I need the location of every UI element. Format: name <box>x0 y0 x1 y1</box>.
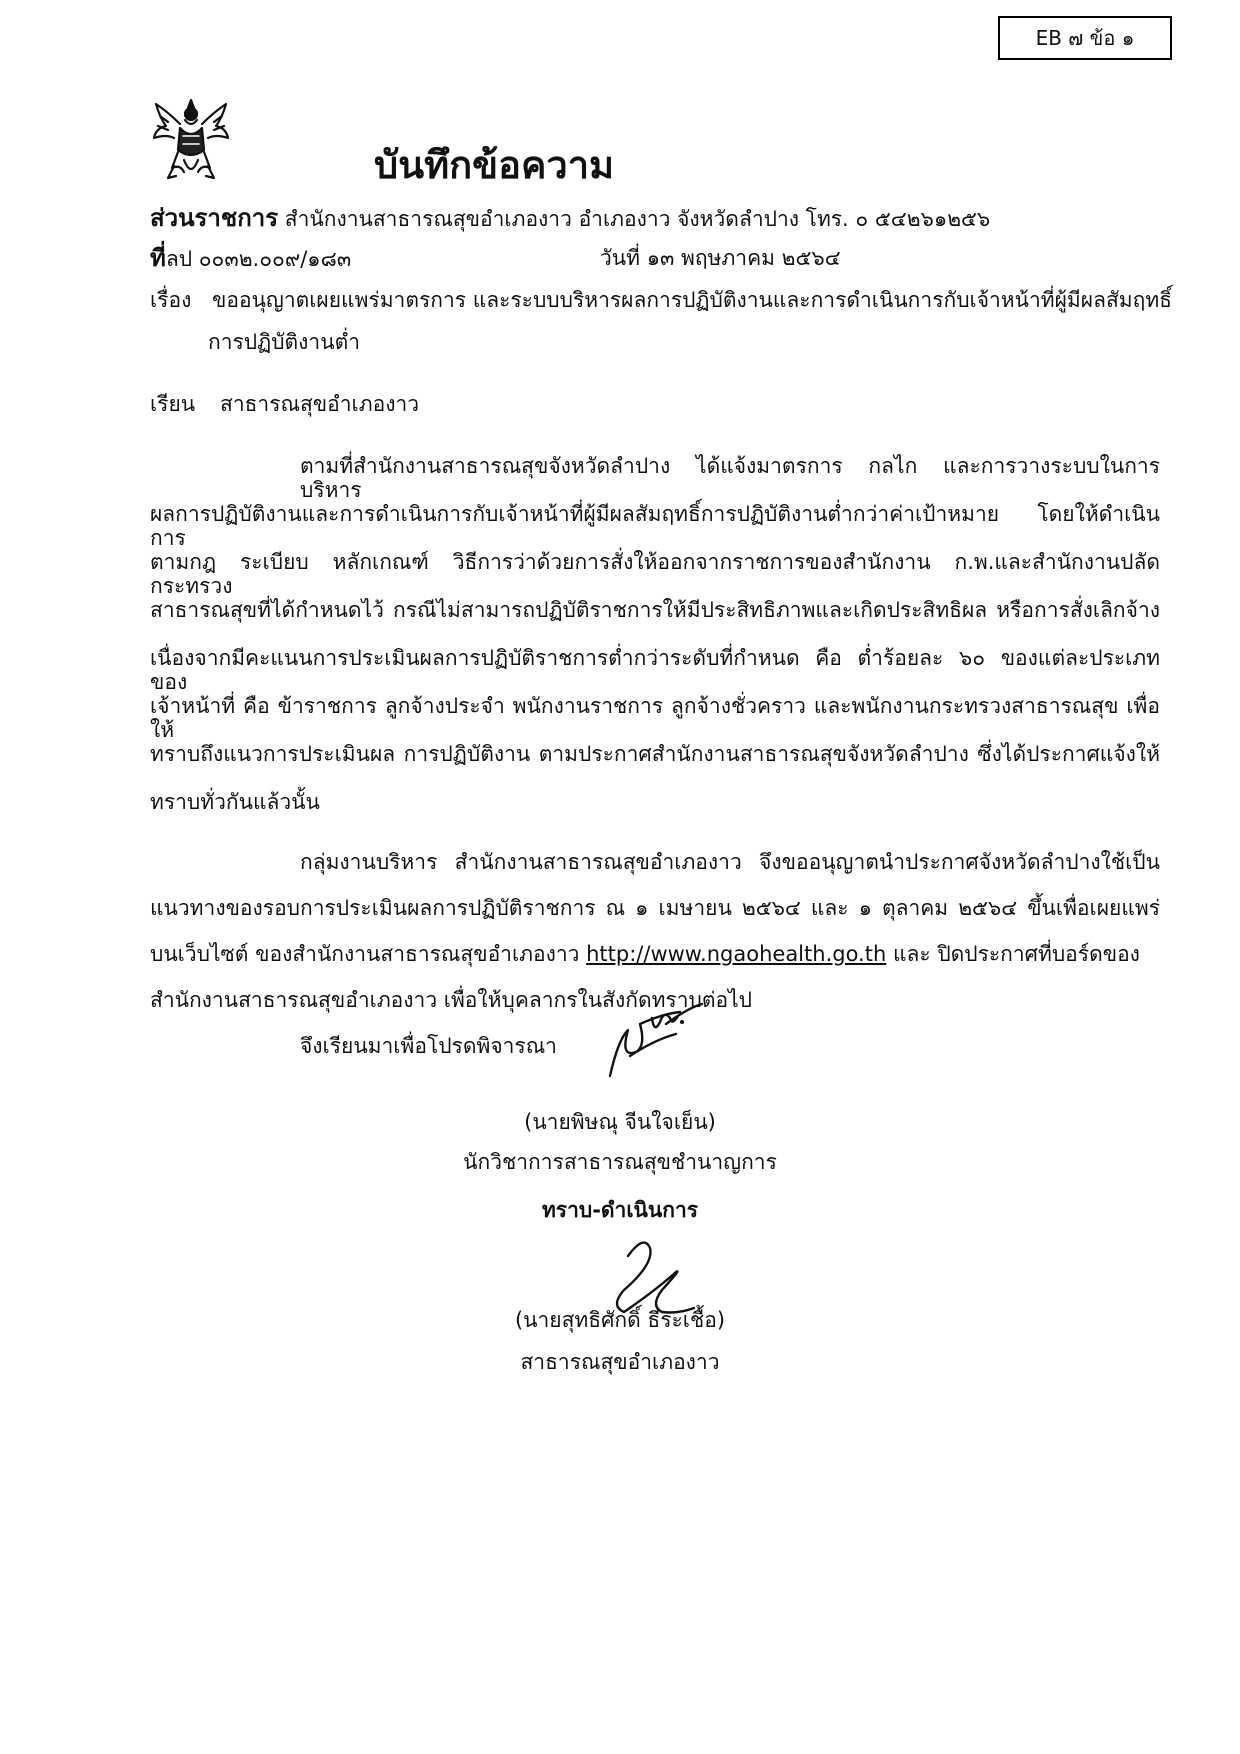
to-value: สาธารณสุขอำเภองาว <box>220 392 420 416</box>
signer-2-name: (นายสุทธิศักดิ์ ธีระเชื้อ) <box>514 1308 726 1332</box>
para2-line-1: กลุ่มงานบริหาร สำนักงานสาธารณสุขอำเภองาว จึงขออนุญาตนำประกาศจังหวัดลำปางใช้เป็น <box>300 850 1160 874</box>
to-label: เรียน <box>150 392 196 416</box>
para2-line-3 <box>150 942 1140 966</box>
doc-number-line <box>150 246 351 271</box>
agency-value: สำนักงานสาธารณสุขอำเภองาว อำเภองาว จังหวัดลำปาง โทร. ๐ ๕๔๒๖๑๒๕๖ <box>284 207 991 231</box>
garuda-emblem-icon <box>150 94 232 184</box>
subject-label: เรื่อง <box>150 288 192 312</box>
approval-note: ทราบ-ดำเนินการ <box>541 1198 699 1222</box>
signer-2-position: สาธารณสุขอำเภองาว <box>520 1350 720 1374</box>
website-link[interactable]: http://www.ngaohealth.go.th <box>586 942 887 966</box>
signer-1-position: นักวิชาการสาธารณสุขชำนาญการ <box>463 1150 777 1174</box>
agency-line <box>150 206 990 231</box>
date-line <box>600 246 841 270</box>
para1-line-5: เนื่องจากมีคะแนนการประเมินผลการปฏิบัติราชการต่ำกว่าระดับที่กำหนด คือ ต่ำร้อยละ ๖๐ ของแต่ละประเภทของ <box>150 646 1160 694</box>
para1-line-4: สาธารณสุขที่ได้กำหนดไว้ กรณีไม่สามารถปฏิบัติราชการให้มีประสิทธิภาพและเกิดประสิทธิผล หรือการสั่งเลิกจ้าง <box>150 598 1160 622</box>
para2-line-3-after: และ ปิดประกาศที่บอร์ดของ <box>886 942 1140 966</box>
doc-number-value: ลป ๐๐๓๒.๐๐๙/๑๘๓ <box>165 247 352 271</box>
para1-line-6: เจ้าหน้าที่ คือ ข้าราชการ ลูกจ้างประจำ พนักงานราชการ ลูกจ้างชั่วคราว และพนักงานกระทรวงสาธารณสุข เพื่อให้ <box>150 694 1160 742</box>
date-value: ๑๓ พฤษภาคม ๒๕๖๔ <box>646 246 841 270</box>
agency-label: ส่วนราชการ <box>150 204 279 232</box>
para1-line-7: ทราบถึงแนวการประเมินผล การปฏิบัติงาน ตามประกาศสำนักงานสาธารณสุขจังหวัดลำปาง ซึ่งได้ประกาศแจ้งให้ <box>150 742 1160 766</box>
para2-line-2: แนวทางของรอบการประเมินผลการปฏิบัติราชการ ณ ๑ เมษายน ๒๕๖๔ และ ๑ ตุลาคม ๒๕๖๔ ขึ้นเพื่อเผยแพร่ <box>150 896 1160 920</box>
para1-line-2: ผลการปฏิบัติงานและการดำเนินการกับเจ้าหน้าที่ผู้มีผลสัมฤทธิ์การปฏิบัติงานต่ำกว่าค่าเป้าหมาย โดยให้ดำเนินการ <box>150 502 1160 550</box>
para1-line-3: ตามกฎ ระเบียบ หลักเกณฑ์ วิธีการว่าด้วยการสั่งให้ออกจากราชการของสำนักงาน ก.พ.และสำนักงานปลัดกระทรวง <box>150 550 1160 598</box>
para2-line-4: สำนักงานสาธารณสุขอำเภองาว เพื่อให้บุคลากรในสังกัดทราบต่อไป <box>150 988 752 1012</box>
subject-line-1: ขออนุญาตเผยแพร่มาตรการ และระบบบริหารผลการปฏิบัติงานและการดำเนินการกับเจ้าหน้าที่ผู้มีผลสัมฤทธิ์ <box>212 288 1172 312</box>
date-label: วันที่ <box>600 246 640 270</box>
signer-1-name: (นายพิษณุ จีนใจเย็น) <box>524 1110 716 1134</box>
para1-line-8: ทราบทั่วกันแล้วนั้น <box>150 790 320 814</box>
reference-box: EB ๗ ข้อ ๑ <box>998 16 1172 60</box>
memo-title: บันทึกข้อความ <box>374 143 615 187</box>
subject-line-2: การปฏิบัติงานต่ำ <box>208 330 361 354</box>
closing-line: จึงเรียนมาเพื่อโปรดพิจารณา <box>300 1034 557 1058</box>
signature-1-image <box>600 1000 710 1080</box>
para2-line-3-before: บนเว็บไซต์ ของสำนักงานสาธารณสุขอำเภองาว <box>150 942 587 966</box>
para1-line-1: ตามที่สำนักงานสาธารณสุขจังหวัดลำปาง ได้แจ้งมาตรการ กลไก และการวางระบบในการบริหาร <box>300 454 1160 502</box>
doc-number-label: ที่ <box>150 244 166 272</box>
